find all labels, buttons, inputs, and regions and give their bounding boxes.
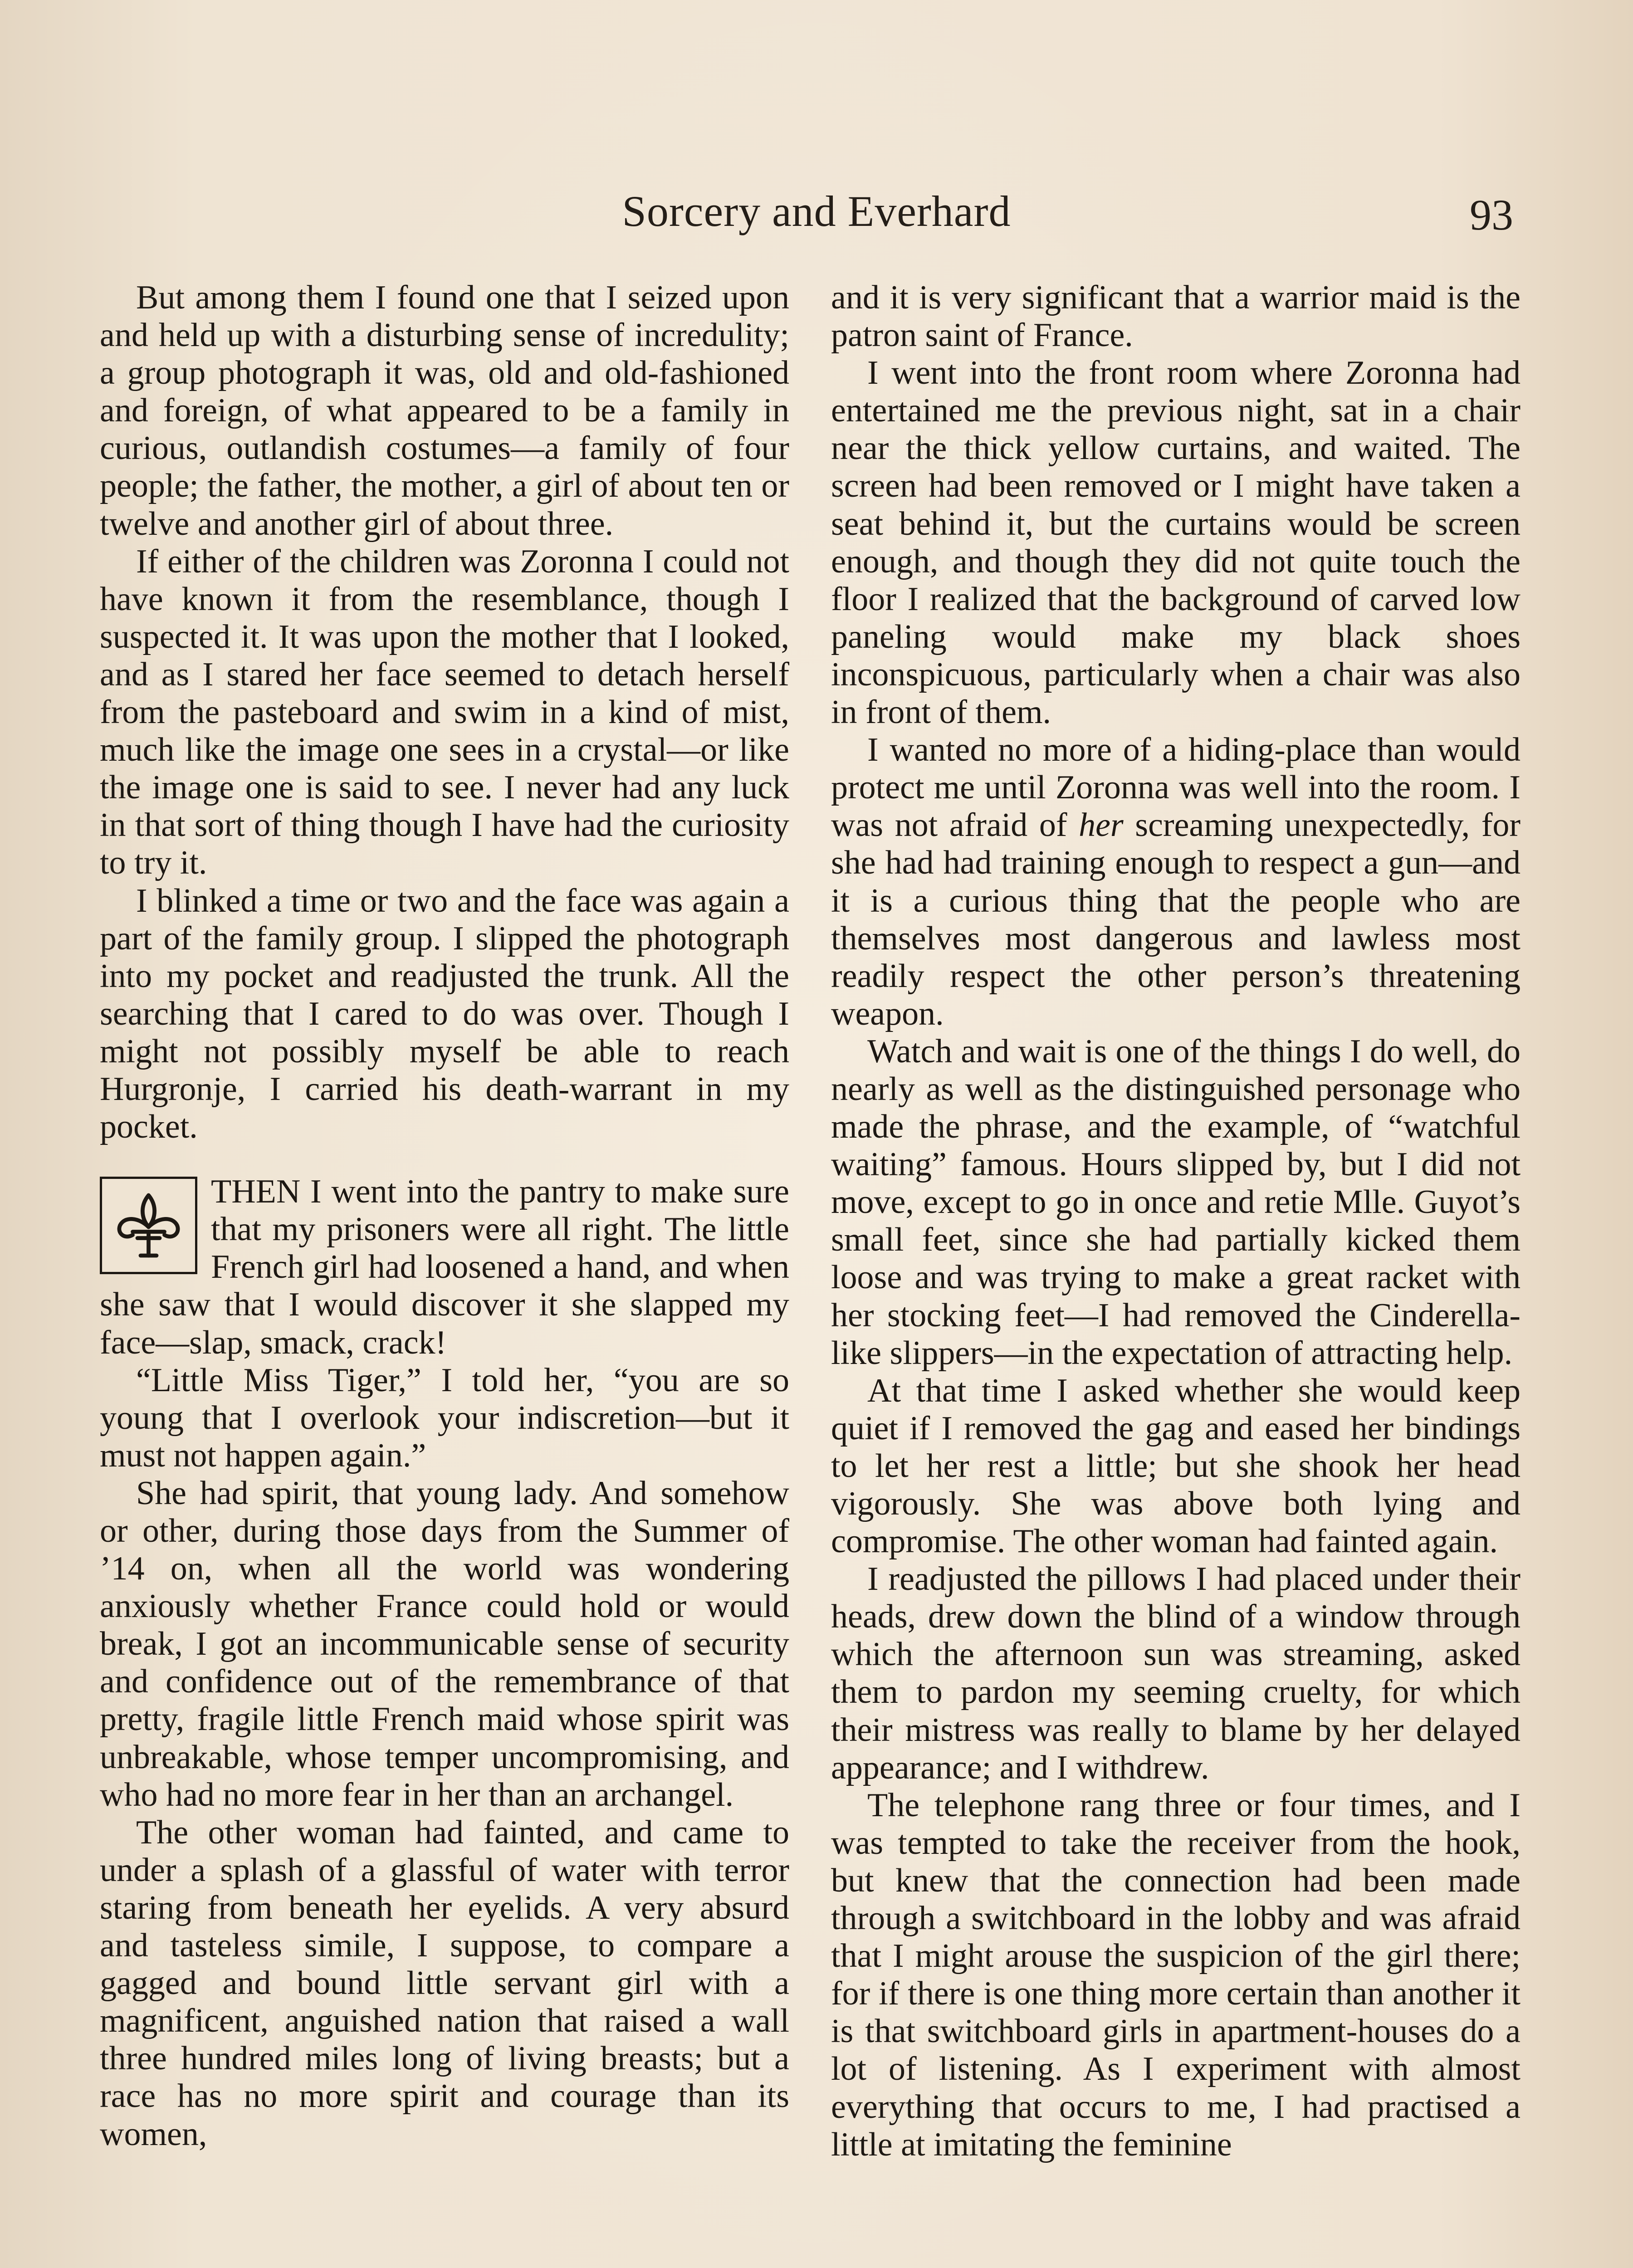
paragraph: But among them I found one that I seized upon and held up with a disturbing sense of incredulity; a group photograph it was, old and old-fashioned and foreign, of what appeared to be a family in curious, outlandish costumes—a family of four people; the father, the mother, a girl of about ten or twelve and another girl of about three.: [100, 279, 789, 543]
left-column: [100, 279, 789, 2153]
paragraph: If either of the children was Zoronna I could not have known it from the resemblance, though I suspected it. It was upon the mother that I looked, and as I stared her face seemed to detach herself from the pasteboard and swim in a kind of mist, much like the image one sees in a crystal—or like the image one is said to see. I never had any luck in that sort of thing though I have had the curiosity to try it.: [100, 543, 789, 882]
running-head: Sorcery and Everhard: [622, 187, 1011, 235]
paragraph: Watch and wait is one of the things I do well, do nearly as well as the distinguished personage who made the phrase, and the example, of “watchful waiting” famous. Hours slipped by, but I did not move, except to go in once and retie Mlle. Guyot’s small feet, since she had partially kicked them loose and was trying to make a great racket with her stocking feet—I had removed the Cinderella-like slippers—in the expectation of attracting help.: [831, 1032, 1521, 1372]
paragraph: I blinked a time or two and the face was again a part of the family group. I slipped the photograph into my pocket and readjusted the trunk. All the searching that I cared to do was over. Though I might not possibly myself be able to reach Hurgronje, I carried his death-warrant in my pocket.: [100, 882, 789, 1146]
ornamented-paragraph: [100, 1173, 789, 1361]
paragraph: I went into the front room where Zoronna had entertained me the previous night, sat in a chair near the thick yellow curtains, and waited. The screen had been removed or I might have taken a seat behind it, but the curtains would be screen enough, and though they did not quite touch the floor I realized that the background of carved low paneling would make my black shoes inconspicuous, particularly when a chair was also in front of them.: [831, 354, 1521, 731]
page-number: 93: [1470, 191, 1513, 239]
fleur-de-lis-icon: [100, 1177, 197, 1274]
text-run: I wanted no more of a hiding-place than would protect me until Zoronna was well into the room. I was not afraid of: [831, 731, 1521, 844]
paragraph-text: THEN I went into the pantry to make sure that my prisoners were all right. The little French girl had loosened a hand, and when she saw that I would discover it she slapped my face—slap, smack, crack!: [100, 1173, 789, 1361]
right-column: [831, 279, 1521, 2164]
paragraph: and it is very significant that a warrior maid is the patron saint of France.: [831, 279, 1521, 354]
paragraph: The other woman had fainted, and came to under a splash of a glassful of water with terror staring from beneath her eyelids. A very absurd and tasteless simile, I suppose, to compare a gagged and bound little servant girl with a magnificent, anguished nation that raised a wall three hundred miles long of living breasts; but a race has no more spirit and courage than its women,: [100, 1813, 789, 2153]
paragraph: She had spirit, that young lady. And somehow or other, during those days from the Summer of ’14 on, when all the world was wondering anxiously whether France could hold or would break, I got an incommunicable sense of security and confidence out of the remembrance of that pretty, fragile little French maid whose spirit was unbreakable, whose temper uncompromising, and who had no more fear in her than an archangel.: [100, 1474, 789, 1813]
emphasis: her: [1079, 807, 1124, 844]
paragraph: The telephone rang three or four times, and I was tempted to take the receiver from the hook, but knew that the connection had been made through a switchboard in the lobby and was afraid that I might arouse the suspicion of the girl there; for if there is one thing more certain than another it is that switchboard girls in apartment-houses do a lot of listening. As I experiment with almost everything that occurs to me, I had practised a little at imitating the feminine: [831, 1786, 1521, 2163]
paragraph: “Little Miss Tiger,” I told her, “you are so young that I overlook your indiscretion—but it must not happen again.”: [100, 1361, 789, 1474]
text-run: screaming unexpectedly, for she had had training enough to respect a gun—and it is a curious thing that the people who are themselves most dangerous and lawless most readily respect the other person’s threatening weapon.: [831, 807, 1521, 1032]
paragraph: At that time I asked whether she would keep quiet if I removed the gag and eased her bindings to let her rest a little; but she shook her head vigorously. She was above both lying and compromise. The other woman had fainted again.: [831, 1372, 1521, 1560]
paragraph: [831, 731, 1521, 1033]
paragraph: I readjusted the pillows I had placed under their heads, drew down the blind of a window through which the afternoon sun was streaming, asked them to pardon my seeming cruelty, for which their mistress was really to blame by her delayed appearance; and I withdrew.: [831, 1560, 1521, 1786]
